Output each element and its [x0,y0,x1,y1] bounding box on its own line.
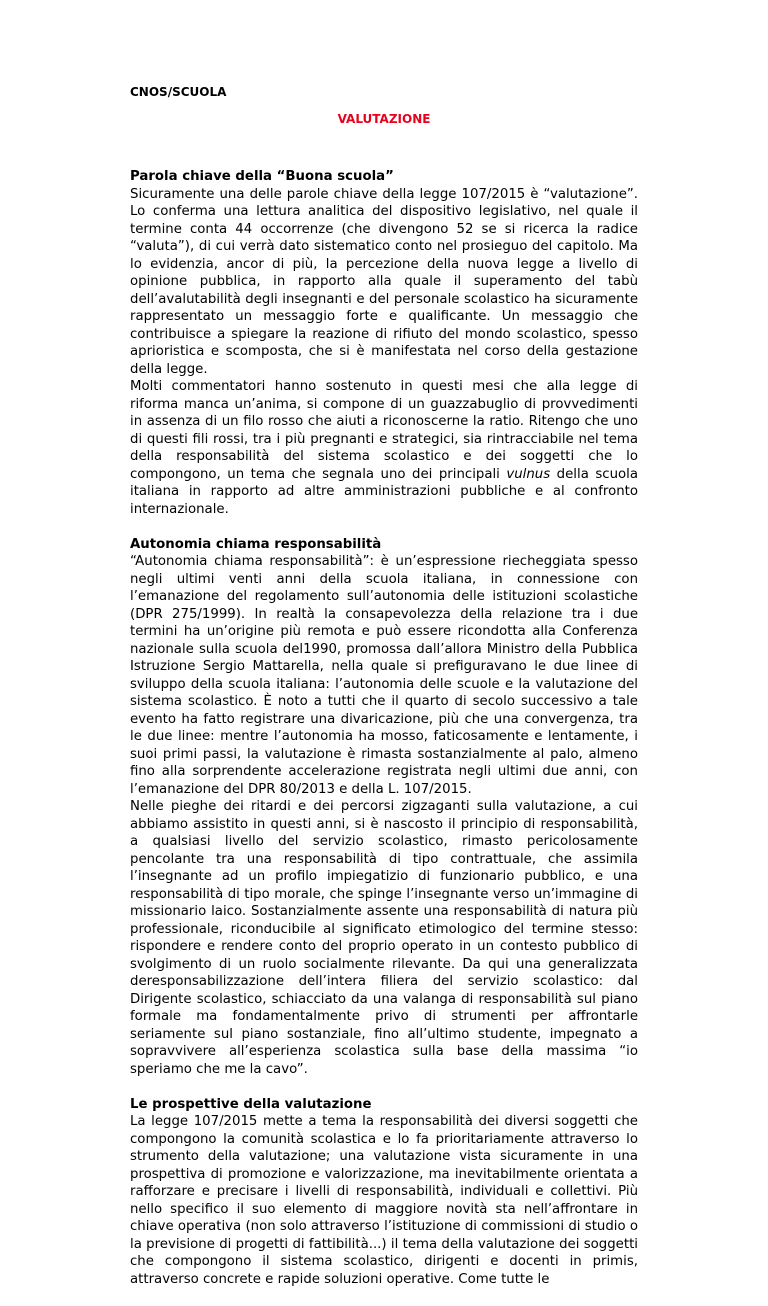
paragraph: “Autonomia chiama responsabilità”: è un’espressione riecheggiata spesso negli ultimi venti anni della scuola italiana, in connessione con l’emanazione del regolamento sull’autonomia delle istituzioni scolastiche (DPR 275/1999). In realtà la consapevolezza della relazione tra i due termini ha un’origine più remota e può essere ricondotta alla Conferenza nazionale sulla scuola del1990, promossa dall’allora Ministro della Pubblica Istruzione Sergio Mattarella, nella quale si prefiguravano le due linee di sviluppo della scuola italiana: l’autonomia delle scuole e la valutazione del sistema scolastico. È noto a tutti che il quarto di secolo successivo a tale evento ha fatto registrare una divaricazione, più che una convergenza, tra le due linee: mentre l’autonomia ha mosso, faticosamente e lentamente, i suoi primi passi, la valutazione è rimasta sostanzialmente al palo, almeno fino alla sorprendente accelerazione registrata negli ultimi due anni, con l’emanazione del DPR 80/2013 e della L. 107/2015. [130,554,638,797]
document-header: CNOS/SCUOLA [130,85,227,99]
paragraph-text: della scuola italiana in rapporto ad altre amministrazioni pubbliche e al confronto internazionale. [130,466,638,517]
document-title: VALUTAZIONE [337,112,431,126]
section-heading: Le prospettive della valutazione [130,1096,372,1112]
paragraph: Sicuramente una delle parole chiave della legge 107/2015 è “valutazione”. Lo conferma una lettura analitica del dispositivo legislativo, nel quale il termine conta 44 occorrenze (che divengono 52 se si ricerca la radice “valuta”), di cui verrà dato sistematico conto nel prosieguo del capitolo. Ma lo evidenzia, ancor di più, la percezione della nuova legge a livello di opinione pubblica, in rapporto alla quale il superamento del tabù dell’avalutabilità degli insegnanti e del personale scolastico ha sicuramente rappresentato un messaggio forte e qualificante. Un messaggio che contribuisce a spiegare la reazione di rifiuto del mondo scolastico, spesso aprioristica e scomposta, che si è manifestata nel corso della gestazione della legge. [130,186,638,377]
paragraph: Nelle pieghe dei ritardi e dei percorsi zigzaganti sulla valutazione, a cui abbiamo assistito in questi anni, si è nascosto il principio di responsabilità, a qualsiasi livello del servizio scolastico, rimasto pericolosamente pencolante tra una responsabilità di tipo contrattuale, che assimila l’insegnante ad un profilo impiegatizio di funzionario pubblico, e una responsabilità di tipo morale, che spinge l’insegnante verso un’immagine di missionario laico. Sostanzialmente assente una responsabilità di natura più professionale, riconducibile al significato etimologico del termine stesso: rispondere e rendere conto del proprio operato in un contesto pubblico di svolgimento di un ruolo socialmente rilevante. Da qui una generalizzata deresponsabilizzazione dell’intera filiera del servizio scolastico: dal Dirigente scolastico, schiacciato da una valanga di responsabilità sul piano formale ma fondamentalmente privo di strumenti per affrontarle seriamente sul piano sostanziale, fino all’ultimo studente, impegnato a sopravvivere all’esperienza scolastica sulla base della massima “io speriamo che me la cavo”. [130,799,638,1077]
document-body [130,168,638,1306]
section-parola-chiave [130,168,638,518]
section-autonomia [130,536,638,1079]
section-heading: Parola chiave della “Buona scuola” [130,169,394,184]
paragraph: La legge 107/2015 mette a tema la responsabilità dei diversi soggetti che compongono la comunità scolastica e lo fa prioritariamente attraverso lo strumento della valutazione; una valutazione vista sicuramente in una prospettiva di promozione e valorizzazione, ma inevitabilmente orientata a rafforzare e precisare i livelli di responsabilità, individuali e collettivi. Più nello specifico il suo elemento di maggiore novità sta nell’affrontare in chiave operativa (non solo attraverso l’istituzione di commissioni di studio o la previsione di progetti di fattibilità...) il tema della valutazione dei soggetti che compongono il sistema scolastico, dirigenti e docenti in primis, attraverso concrete e rapide soluzioni operative. Come tutte le [130,1114,638,1287]
section-heading: Autonomia chiama responsabilità [130,536,382,552]
section-prospettive [130,1096,638,1289]
paragraph [130,378,638,518]
emphasis-text: vulnus [506,466,551,482]
paragraph-text: Molti commentatori hanno sostenuto in questi mesi che alla legge di riforma manca un’anima, si compone di un guazzabuglio di provvedimenti in assenza di un filo rosso che aiuti a riconoscerne la ratio. Ritengo che uno di questi fili rossi, tra i più pregnanti e strategici, sia rintracciabile nel tema della responsabilità del sistema scolastico e dei soggetti che lo compongono, un tema che segnala uno dei principali [130,379,638,482]
